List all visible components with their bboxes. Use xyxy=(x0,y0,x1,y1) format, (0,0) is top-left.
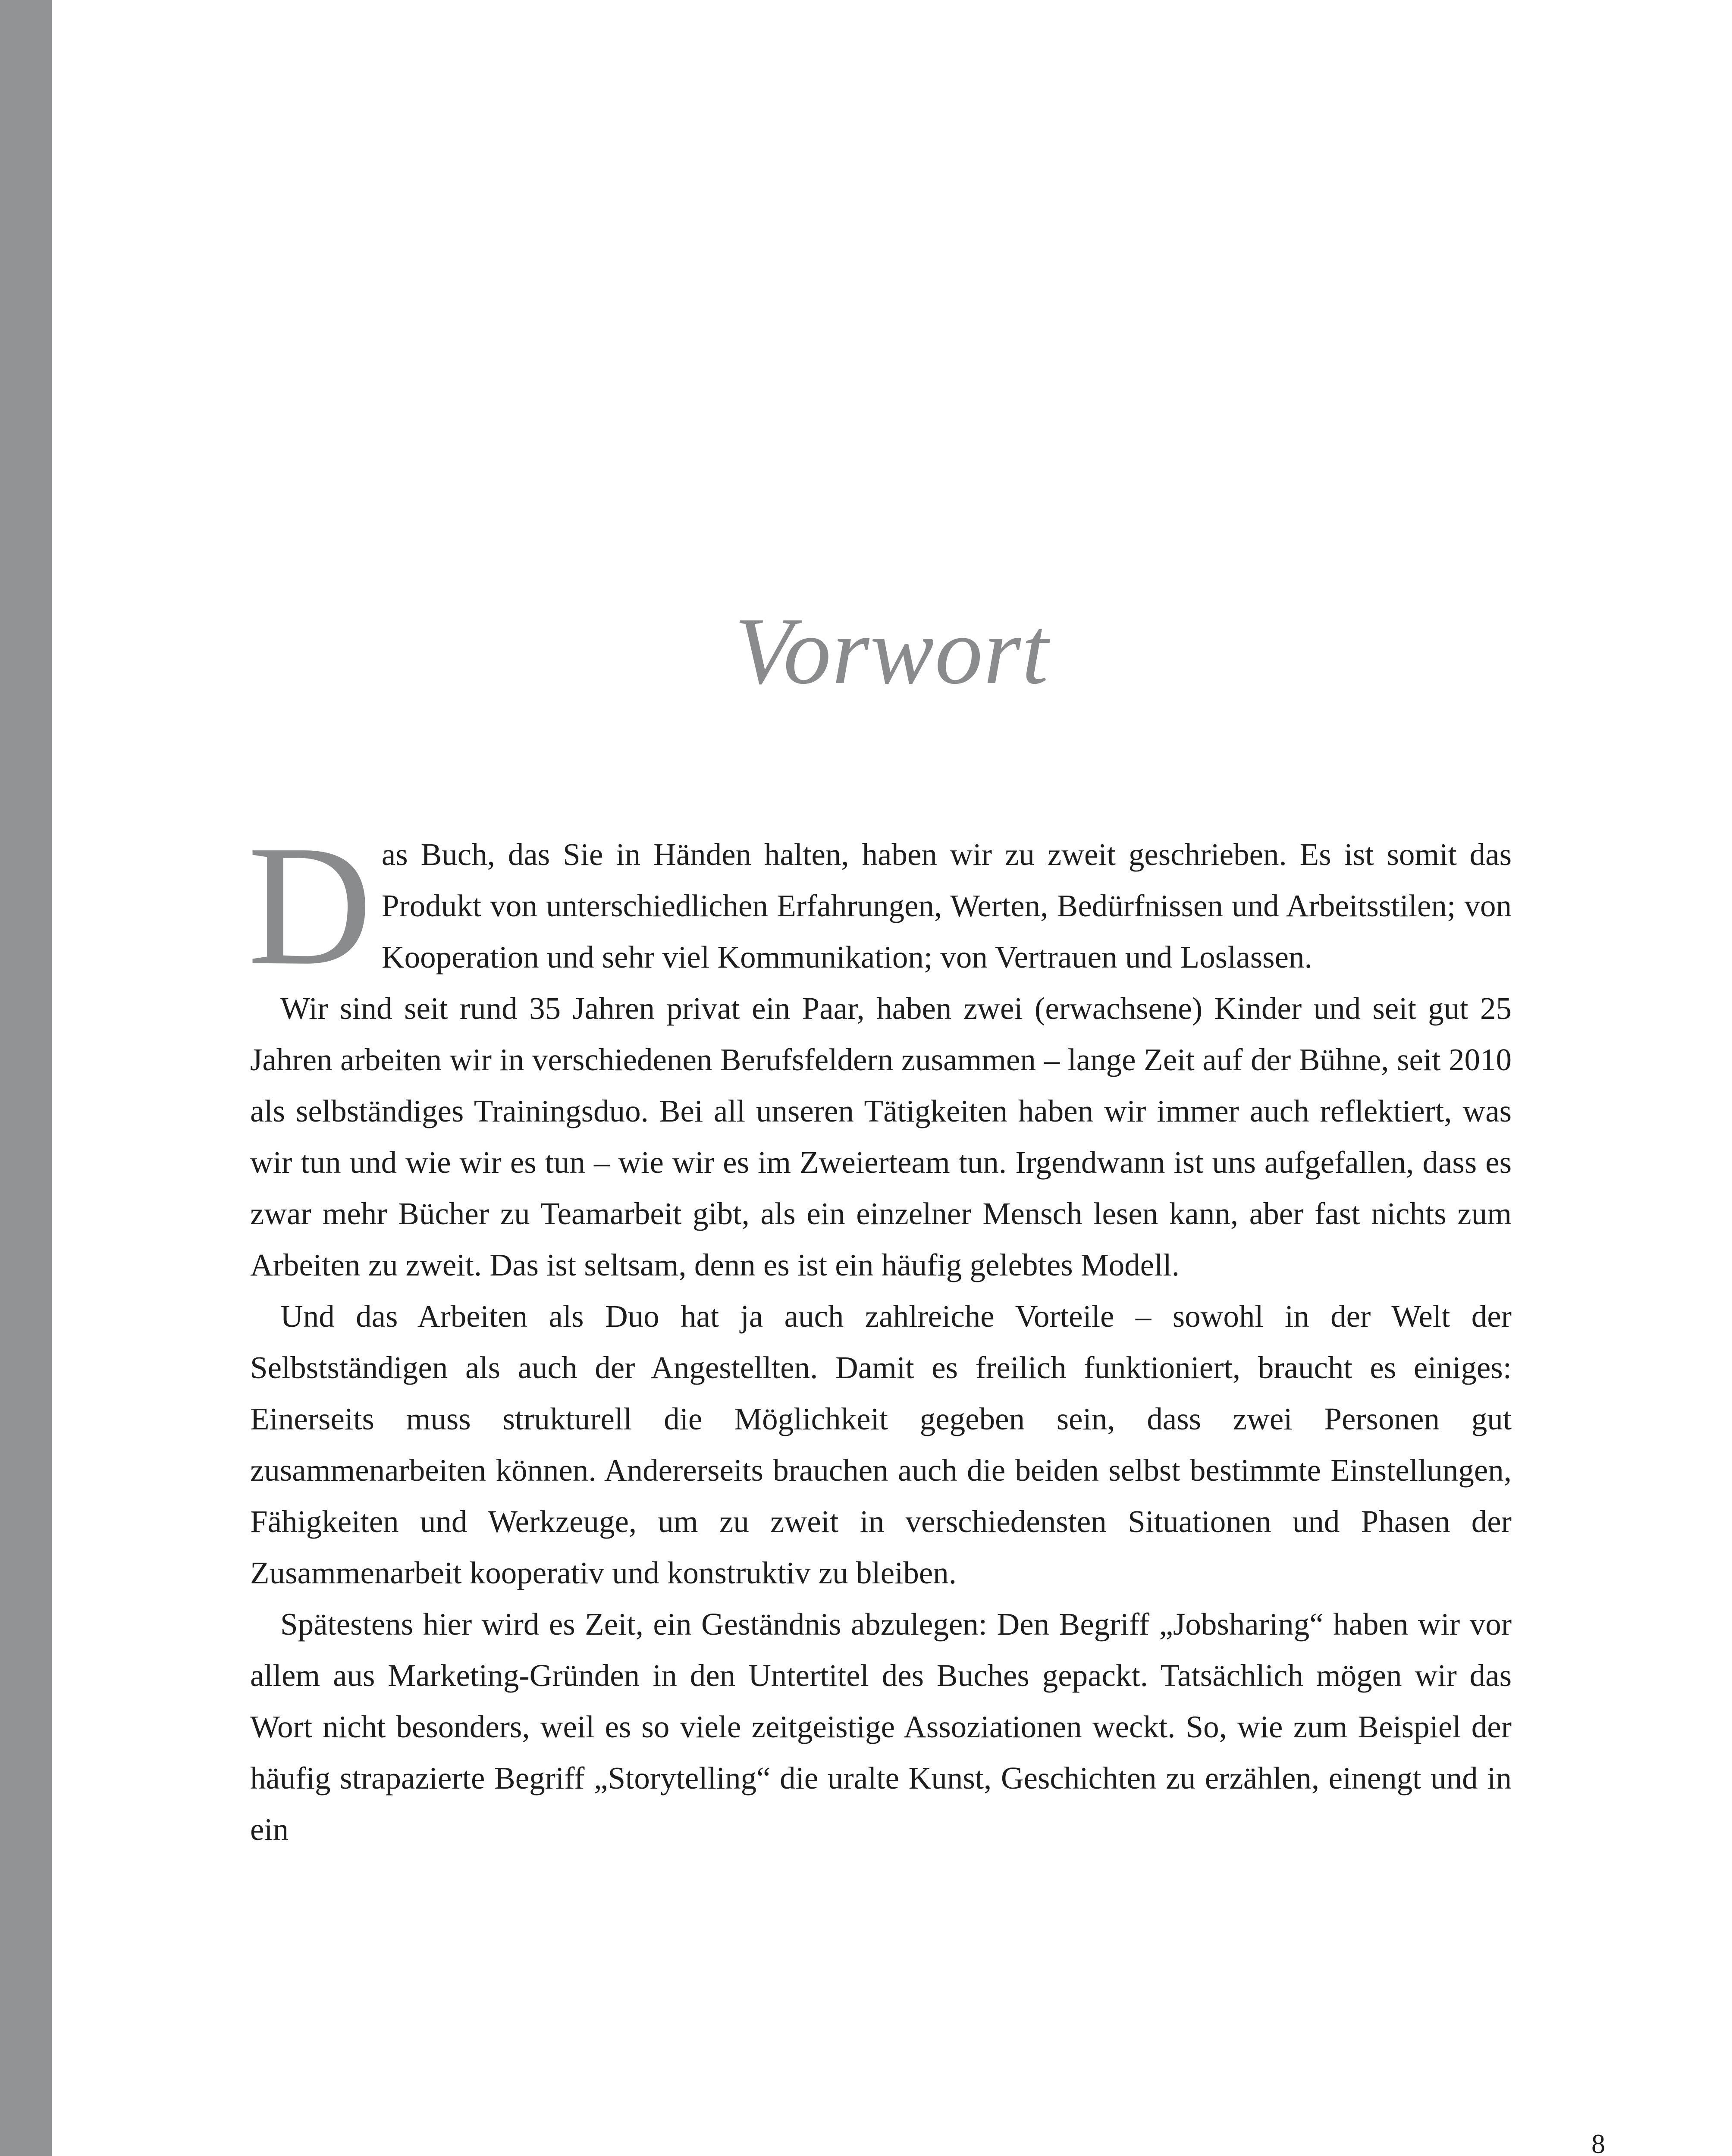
page-edge-bar xyxy=(0,0,52,2156)
paragraph-3: Und das Arbeiten als Duo hat ja auch zahlreiche Vorteile – sowohl in der Welt der Selbstständigen als auch der Angestellten. Damit es freilich funktioniert, braucht es einiges: Einerseits muss strukturell die Möglichkeit gegeben sein, dass zwei Personen gut zusammenarbeiten können. Andererseits brauchen auch die beiden selbst bestimmte Einstellungen, Fähigkeiten und Werkzeuge, um zu zweit in verschiedensten Situationen und Phasen der Zusammenarbeit kooperativ und konstruktiv zu bleiben. xyxy=(250,1299,1512,1590)
chapter-title: Vorwort xyxy=(734,598,1049,704)
paragraph-2: Wir sind seit rund 35 Jahren privat ein Paar, haben zwei (erwachsene) Kinder und seit gut 25 Jahren arbeiten wir in verschiedenen Berufsfeldern zusammen – lange Zeit auf der Bühne, seit 2010 als selbständiges Trainingsduo. Bei all unseren Tätigkeiten haben wir immer auch reflektiert, was wir tun und wie wir es tun – wie wir es im Zweierteam tun. Irgendwann ist uns aufgefallen, dass es zwar mehr Bücher zu Teamarbeit gibt, als ein einzelner Mensch lesen kann, aber fast nichts zum Arbeiten zu zweit. Das ist seltsam, denn es ist ein häufig gelebtes Modell. xyxy=(250,991,1512,1282)
paragraph-1 xyxy=(248,810,1512,1001)
page-number-left: 8 xyxy=(1591,2128,1605,2156)
page-numbers xyxy=(1585,2128,1611,2156)
paragraph-1-text: as Buch, das Sie in Händen halten, haben wir zu zweit geschrieben. Es ist somit das Produkt von unterschiedlichen Erfahrungen, Werten, Bedürfnissen und Arbeitsstilen; von Kooperation und sehr viel Kommunikation; von Vertrauen und Loslassen. xyxy=(381,837,1512,975)
drop-cap: D xyxy=(248,810,372,1001)
body-text xyxy=(248,810,1512,1855)
paragraph-4: Spätestens hier wird es Zeit, ein Geständnis abzulegen: Den Begriff „Jobsharing“ haben wir vor allem aus Marketing-Gründen in den Untertitel des Buches gepackt. Tatsächlich mögen wir das Wort nicht besonders, weil es so viele zeitgeistige Assoziationen weckt. So, wie zum Beispiel der häufig strapazierte Begriff „Storytelling“ die uralte Kunst, Geschichten zu erzählen, einengt und in ein xyxy=(250,1607,1512,1847)
